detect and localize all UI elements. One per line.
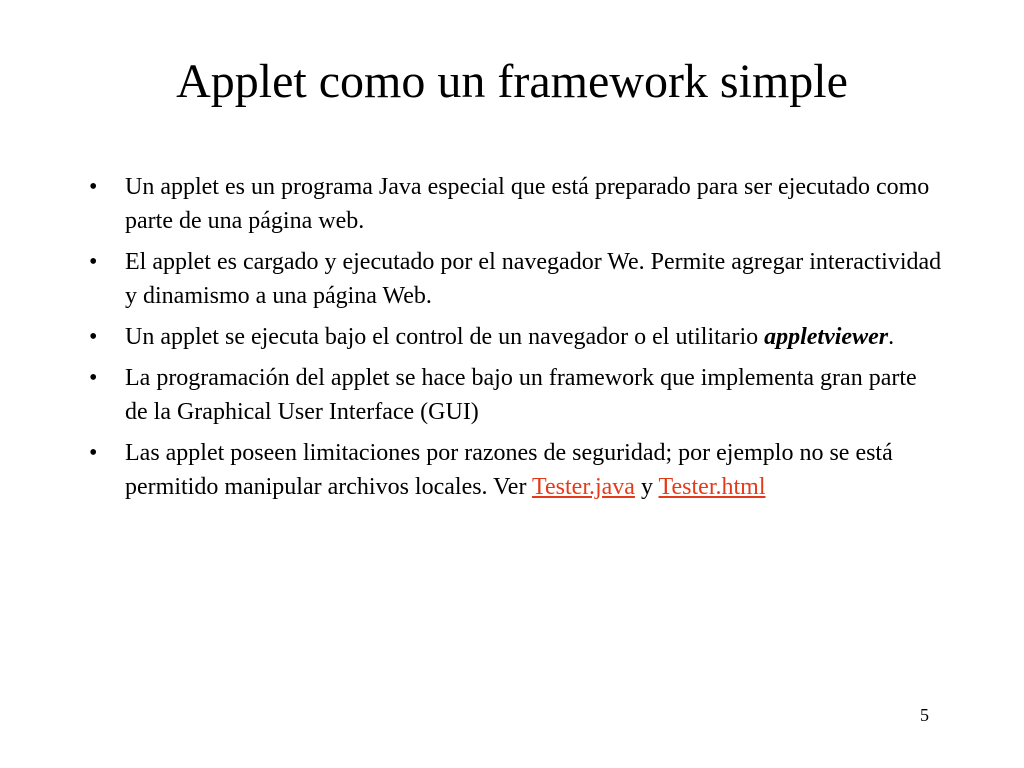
bullet-item [89,320,945,354]
bullet-text-middle: y [634,474,659,500]
bullet-item [89,361,945,429]
tester-html-link[interactable]: Tester.html [658,474,766,500]
bullet-text: Un applet es un programa Java especial que está preparado para ser ejecutado como parte de una página web. [125,174,930,234]
bullet-text: El applet es cargado y ejecutado por el navegador We. Permite agregar interactividad y dinamismo a una página Web. [125,249,942,309]
bullet-list [0,170,1024,511]
bullet-item [89,245,945,313]
bullet-text-end: . [888,324,895,350]
tester-java-link[interactable]: Tester.java [532,474,635,500]
bullet-text: La programación del applet se hace bajo un framework que implementa gran parte de la Graphical User Interface (GUI) [125,365,917,425]
bullet-glyph: • [89,174,98,200]
appletviewer-emphasis: appletviewer [764,324,889,350]
slide-title: Applet como un framework simple [176,55,848,108]
bullet-glyph: • [89,249,98,275]
page-number: 5 [920,705,929,725]
bullet-text: Un applet se ejecuta bajo el control de un navegador o el utilitario [125,324,765,350]
bullet-item [89,170,945,238]
bullet-glyph: • [89,324,98,350]
bullet-glyph: • [89,365,98,391]
bullet-text: Las applet poseen limitaciones por razones de seguridad; por ejemplo no se está permitido manipular archivos locales. Ver [125,440,893,500]
bullet-item [89,436,945,504]
bullet-glyph: • [89,440,98,466]
